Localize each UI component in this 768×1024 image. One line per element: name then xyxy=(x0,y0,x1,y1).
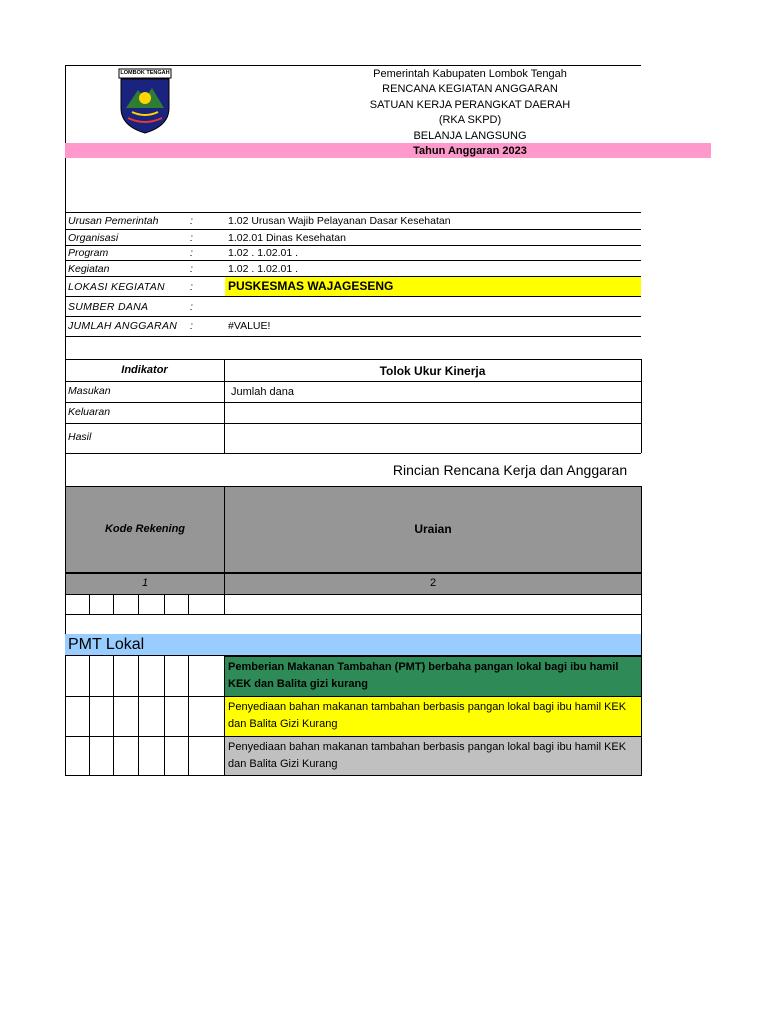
activity-row-green-text: Pemberian Makanan Tambahan (PMT) berbaha pangan lokal bagi ibu hamil KEK dan Balita gizi kurang xyxy=(228,661,619,690)
lombok-tengah-logo xyxy=(118,68,172,134)
organisasi-label: Organisasi xyxy=(68,232,119,244)
info-row-line xyxy=(65,245,641,246)
code-divider xyxy=(164,656,165,776)
code-divider xyxy=(113,656,114,776)
info-row-line xyxy=(65,296,641,297)
table-right-border xyxy=(641,595,642,634)
code-divider xyxy=(113,595,114,614)
organisasi-colon: : xyxy=(190,232,193,244)
tolok-ukur-header: Tolok Ukur Kinerja xyxy=(379,364,486,378)
urusan-label: Urusan Pemerintah xyxy=(68,215,159,227)
hasil-label: Hasil xyxy=(68,431,92,443)
jumlah-anggaran-colon: : xyxy=(190,320,193,332)
organisasi-value: 1.02.01 Dinas Kesehatan xyxy=(228,232,346,244)
sumber-dana-colon: : xyxy=(190,301,193,313)
header-abbrev: (RKA SKPD) xyxy=(438,114,502,126)
masukan-label: Masukan xyxy=(68,385,111,397)
activity-row-yellow-text: Penyediaan bahan makanan tambahan berbasis pangan lokal bagi ibu hamil KEK dan Balita Gizi Kurang xyxy=(228,701,627,730)
uraian-label: Uraian xyxy=(414,522,452,536)
indicator-line xyxy=(65,381,641,382)
pmt-lokal-title: PMT Lokal xyxy=(68,636,145,653)
info-row-line xyxy=(65,316,641,317)
program-colon: : xyxy=(190,247,193,259)
kegiatan-label: Kegiatan xyxy=(68,263,110,275)
program-label: Program xyxy=(68,247,109,259)
code-divider xyxy=(138,656,139,776)
program-value: 1.02 . 1.02.01 . xyxy=(228,247,299,259)
kegiatan-colon: : xyxy=(190,263,193,275)
lokasi-label: LOKASI KEGIATAN xyxy=(68,281,165,293)
header-belanja: BELANJA LANGSUNG xyxy=(413,130,527,142)
frame-top-border xyxy=(65,65,641,66)
masukan-value: Jumlah dana xyxy=(231,386,294,398)
kegiatan-value: 1.02 . 1.02.01 . xyxy=(228,263,299,275)
code-divider xyxy=(164,595,165,614)
rincian-title: Rincian Rencana Kerja dan Anggaran xyxy=(392,462,628,478)
indikator-header: Indikator xyxy=(121,364,168,376)
number-label-2: 2 xyxy=(429,577,437,589)
indicator-right-border xyxy=(641,359,642,453)
activity-row-gray-text: Penyediaan bahan makanan tambahan berbasis pangan lokal bagi ibu hamil KEK dan Balita Gizi Kurang xyxy=(228,741,627,770)
header-title: RENCANA KEGIATAN ANGGARAN xyxy=(382,83,558,95)
jumlah-anggaran-label: JUMLAH ANGGARAN xyxy=(68,320,178,332)
code-divider xyxy=(188,656,189,776)
code-divider xyxy=(188,595,189,614)
info-row-line xyxy=(65,336,641,337)
code-divider xyxy=(224,595,225,614)
indicator-line xyxy=(65,402,641,403)
code-divider xyxy=(138,595,139,614)
jumlah-anggaran-value: #VALUE! xyxy=(228,320,271,332)
lokasi-colon: : xyxy=(190,281,193,293)
pmt-lokal-section-bar xyxy=(65,634,642,656)
code-divider xyxy=(89,656,90,776)
indicator-line xyxy=(65,423,641,424)
urusan-value: 1.02 Urusan Wajib Pelayanan Dasar Kesehatan xyxy=(228,215,451,227)
indicator-line xyxy=(65,453,641,454)
frame-left-border xyxy=(65,65,66,776)
keluaran-label: Keluaran xyxy=(68,406,111,418)
code-divider xyxy=(89,595,90,614)
urusan-colon: : xyxy=(190,215,193,227)
info-top-line xyxy=(65,212,641,213)
number-label-1: 1 xyxy=(141,577,149,589)
logo-text: LOMBOK TENGAH xyxy=(120,70,170,76)
header-unit: SATUAN KERJA PERANGKAT DAERAH xyxy=(369,99,571,111)
lokasi-value: PUSKESMAS WAJAGESENG xyxy=(228,279,394,293)
info-row-line xyxy=(65,229,641,230)
info-row-line xyxy=(65,359,641,360)
sumber-dana-label: SUMBER DANA xyxy=(68,301,149,313)
header-government: Pemerintah Kabupaten Lombok Tengah xyxy=(373,68,567,80)
empty-row-bottom xyxy=(65,614,641,615)
info-row-line xyxy=(65,260,641,261)
year-label: Tahun Anggaran 2023 xyxy=(413,145,527,157)
kode-rekening-label: Kode Rekening xyxy=(104,523,186,535)
